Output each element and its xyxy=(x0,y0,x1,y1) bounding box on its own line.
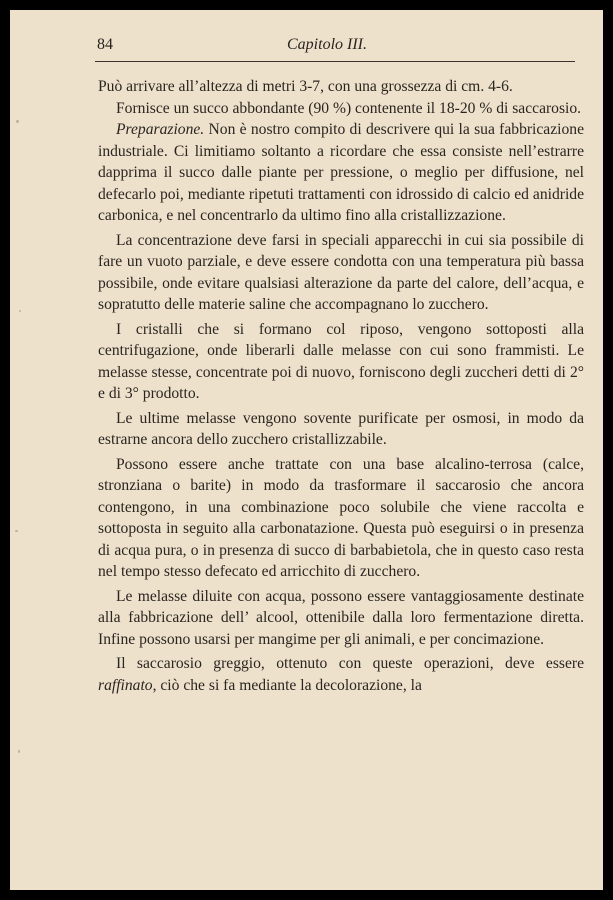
paragraph xyxy=(98,454,584,583)
header-rule xyxy=(95,61,575,62)
paragraph xyxy=(98,408,584,451)
text-run: , ciò che si fa mediante la decolorazione, la xyxy=(152,676,422,694)
text-run: La concentrazione deve farsi in speciali apparecchi in cui sia possibile di fare un vuoto parziale, e deve essere condotta con una temperatura più bassa possibile, onde evitare qualsiasi alterazione da parte del calore, dell’acqua, e sopratutto delle materie saline che accompagnano lo zucchero. xyxy=(98,231,584,313)
paragraph xyxy=(98,230,584,316)
paragraph xyxy=(98,319,584,405)
paragraph xyxy=(98,98,584,120)
paper-spot xyxy=(15,530,18,532)
text-run: Le melasse diluite con acqua, possono essere vantaggiosamente destinate alla fabbricazione dell’ alcool, ottenibile dalla loro fermentazione diretta. Infine possono usarsi per mangime per gli animali, e per concimazione. xyxy=(98,587,584,648)
text-run: Il saccarosio greggio, ottenuto con queste operazioni, deve essere xyxy=(116,655,584,672)
paper-spot xyxy=(18,750,20,753)
chapter-title: Capitolo III. xyxy=(287,36,367,53)
page-header xyxy=(97,36,577,58)
paper-spot xyxy=(16,120,19,123)
body-text xyxy=(98,76,584,696)
paragraph xyxy=(98,119,584,227)
section-heading-preparazione: Preparazione. xyxy=(116,121,205,138)
paragraph xyxy=(98,586,584,651)
text-run: I cristalli che si formano col riposo, vengono sottoposti alla centrifugazione, onde liberarli dalle melasse con cui sono frammisti. Le melasse stesse, concentrate poi di nuovo, forniscono degli zuccheri detti di 2° e di 3° prodotto. xyxy=(98,320,584,402)
book-page xyxy=(10,10,603,890)
paper-spot xyxy=(19,310,21,312)
text-run: Le ultime melasse vengono sovente purificate per osmosi, in modo da estrarne ancora dello zucchero cristallizzabile. xyxy=(98,409,584,448)
paragraph xyxy=(98,76,584,98)
text-run: Possono essere anche trattate con una base alcalino-terrosa (calce, stronziana o barite) in modo da trasformare il saccarosio che ancora contengono, in una combinazione poco solubile che viene raccolta e sottoposta in seguito alla carbonatazione. Questa può eseguirsi o in presenza di acqua pura, o in presenza di succo di barbabietola, che in questo caso resta nel tempo stesso defecato ed arricchito di zucchero. xyxy=(98,455,584,580)
text-run: Non è nostro compito di descrivere qui la sua fabbricazione industriale. Ci limitiamo soltanto a ricordare che essa consiste nell’estrarre dapprima il succo dalle piante per pressione, o meglio per diffusione, nel defecarlo poi, mediante ripetuti trattamenti con idrossido di calcio ed anidride carbonica, e nel concentrarlo da ultimo fino alla cristallizzazione. xyxy=(98,121,584,224)
paragraph xyxy=(98,653,584,696)
text-run: Fornisce un succo abbondante (90 %) contenente il 18-20 % di saccarosio. xyxy=(116,99,582,117)
italic-term-raffinato: raffinato xyxy=(98,676,153,694)
text-run: Può arrivare all’altezza di metri 3-7, con una grossezza di cm. 4-6. xyxy=(98,78,513,95)
page-number: 84 xyxy=(97,36,113,53)
